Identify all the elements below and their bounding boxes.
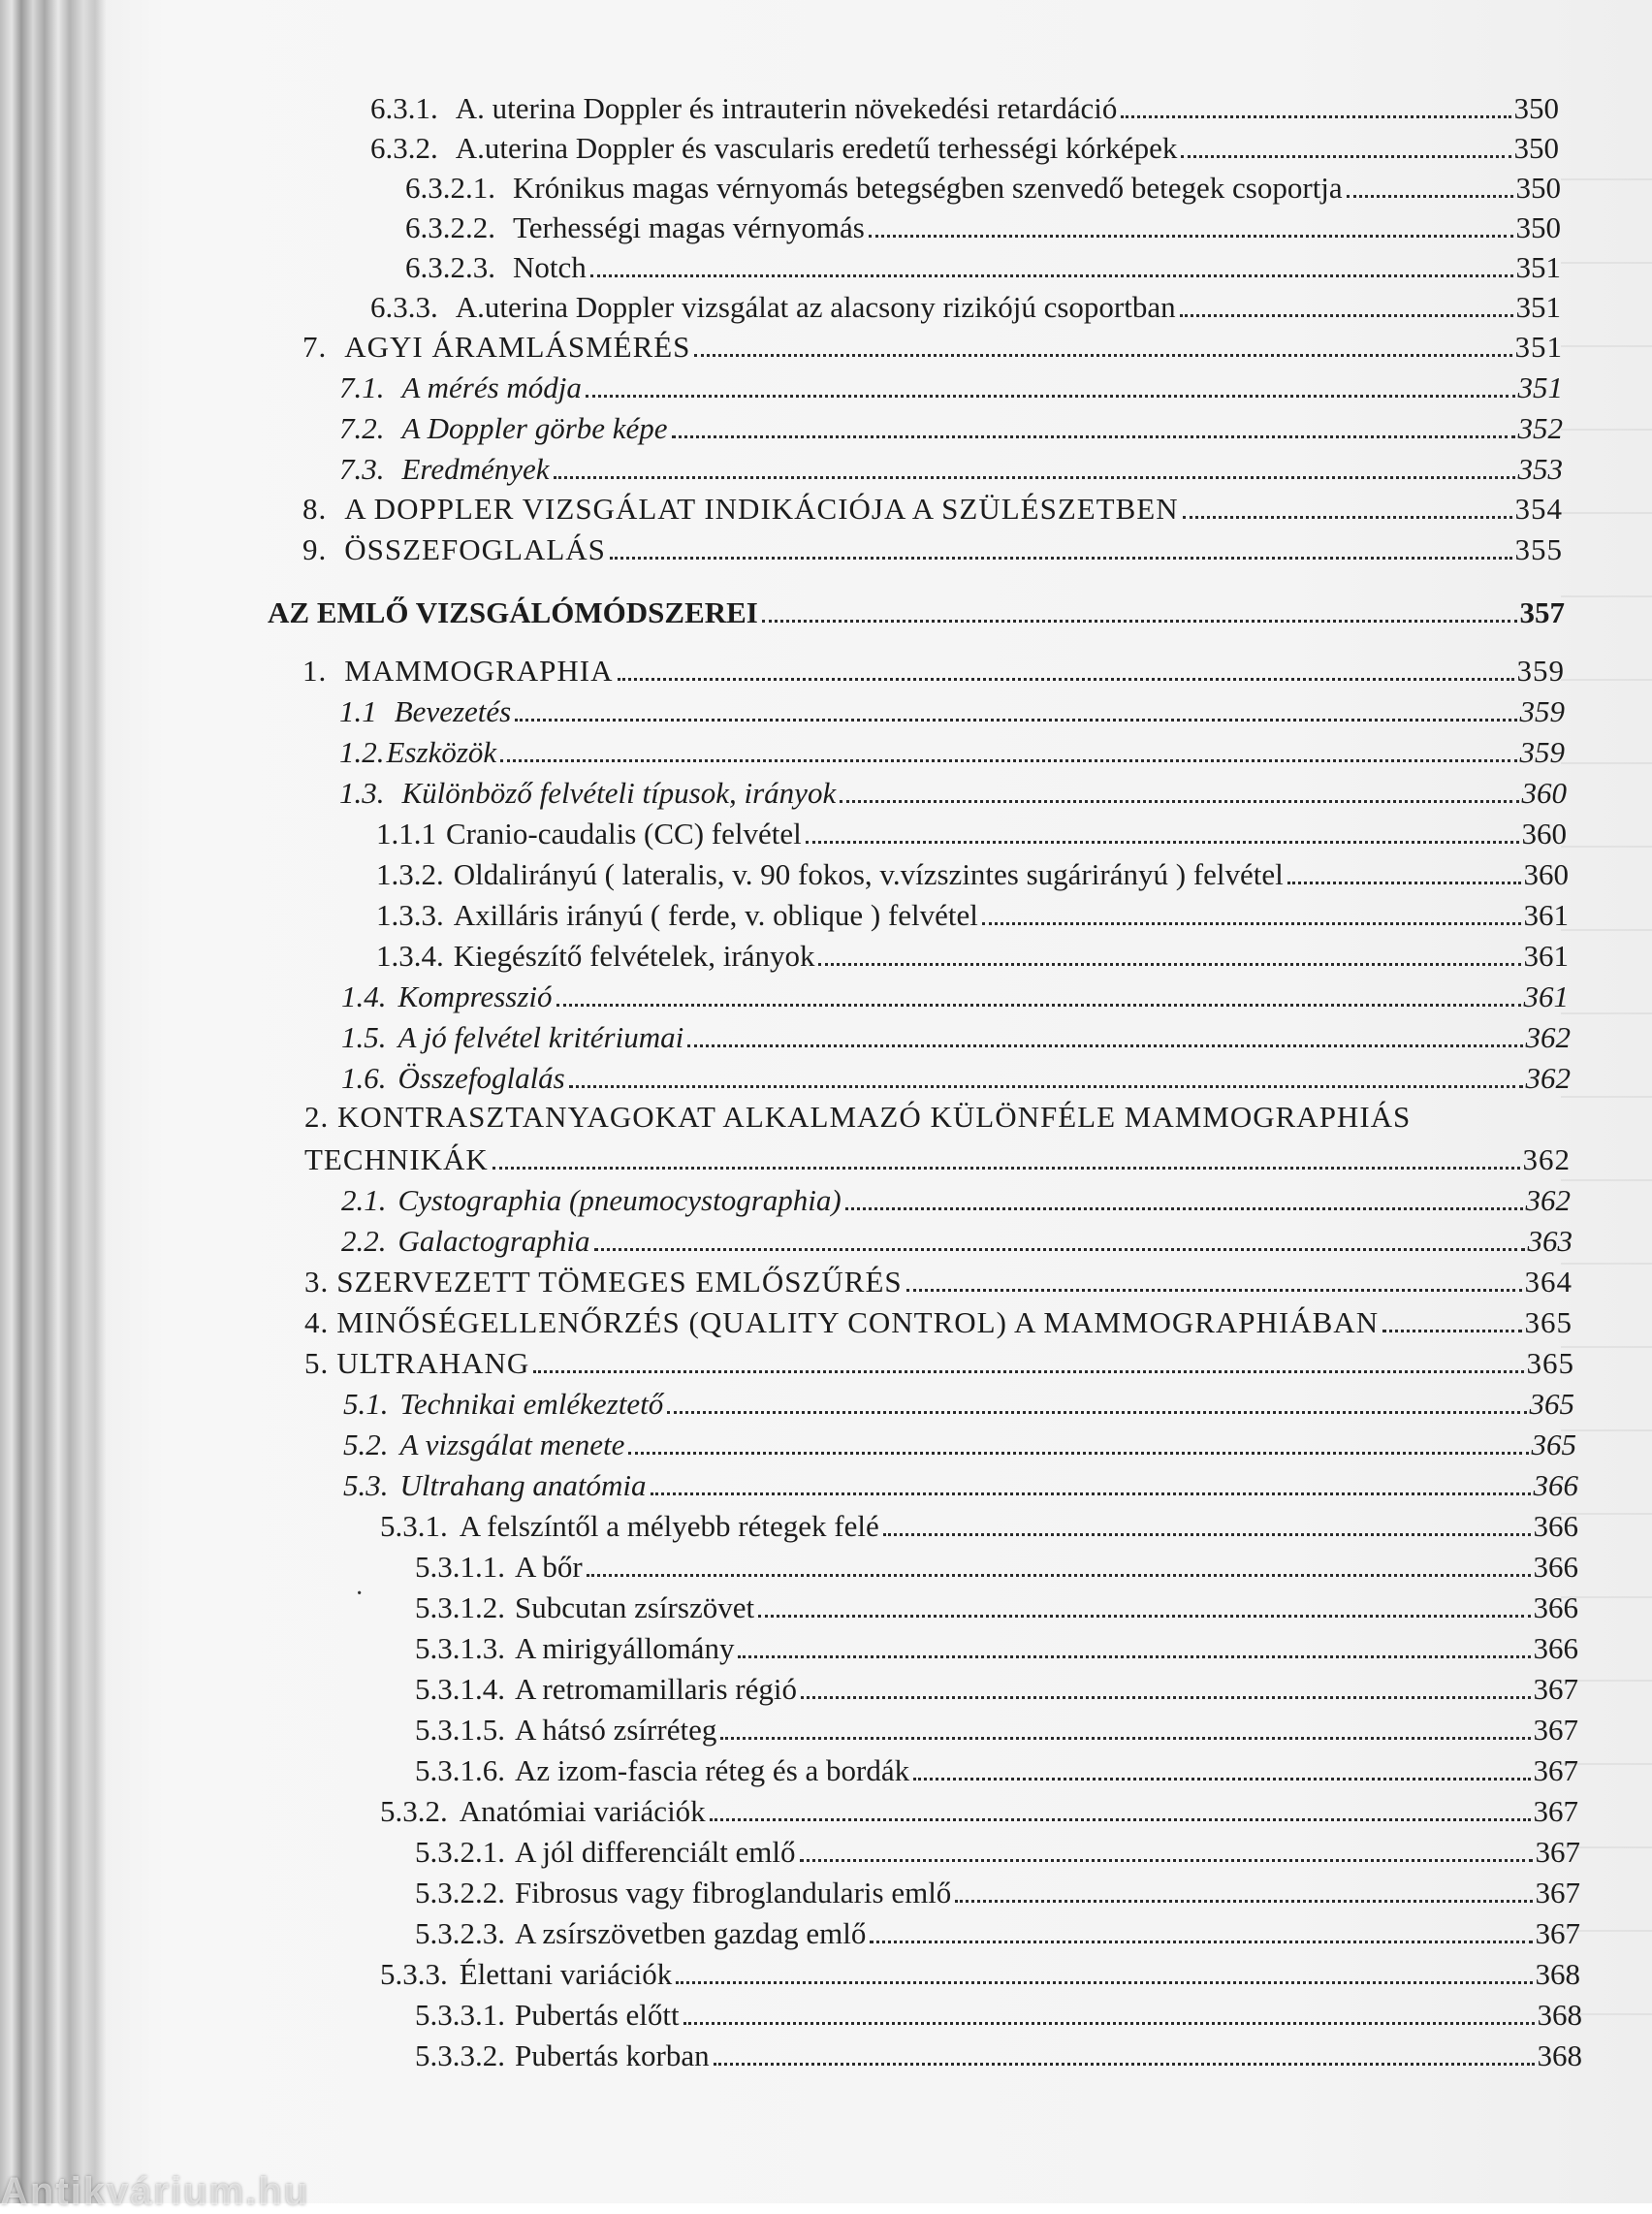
dot-leader — [500, 759, 1516, 762]
toc-entry — [304, 1303, 1573, 1340]
toc-entry-page: 357 — [1519, 595, 1565, 629]
toc-entry-page: 367 — [1533, 1753, 1578, 1787]
toc-entry-number: 7.2. — [339, 411, 385, 445]
toc-entry-number: 5.3.1.1. — [415, 1550, 505, 1584]
toc-entry — [405, 248, 1561, 285]
toc-entry-page: 351 — [1517, 370, 1563, 404]
toc-entry-title: Oldalirányú ( lateralis, v. 90 fokos, v.vízszintes sugárirányú ) felvétel — [453, 857, 1284, 891]
dot-leader — [515, 719, 1516, 722]
toc-entry-page: 366 — [1533, 1468, 1578, 1502]
toc-entry-number: 1.1 — [339, 694, 377, 728]
dot-leader — [1121, 115, 1510, 118]
toc-entry — [415, 2037, 1582, 2073]
dot-leader — [618, 678, 1514, 681]
toc-entry — [415, 1996, 1582, 2033]
toc-entry — [415, 1670, 1578, 1707]
toc-entry — [370, 89, 1559, 126]
dot-leader — [818, 963, 1520, 966]
dot-leader — [714, 2063, 1535, 2066]
toc-entry — [376, 896, 1569, 933]
toc-entry-title: MAMMOGRAPHIA — [344, 654, 614, 688]
toc-entry-page: 351 — [1514, 330, 1563, 364]
dot-leader — [955, 1900, 1532, 1903]
toc-entry-page: 350 — [1513, 131, 1559, 165]
toc-entry-number: 6.3.2.1. — [405, 171, 495, 205]
toc-entry-page: 351 — [1515, 290, 1561, 324]
dot-leader — [1287, 882, 1521, 884]
dot-leader — [720, 1737, 1530, 1740]
toc-entry-title: A. uterina Doppler és intrauterin növekedési retardáció — [455, 91, 1118, 125]
toc-entry — [415, 1629, 1578, 1666]
toc-entry-number: 5.3.1.6. — [415, 1753, 505, 1787]
dot-leader — [590, 274, 1513, 277]
dot-leader — [913, 1778, 1530, 1781]
toc-entry-number: 5.3. — [343, 1468, 389, 1502]
toc-chapter-heading — [268, 594, 1565, 630]
dot-leader — [610, 557, 1512, 560]
toc-entry-page: 365 — [1526, 1346, 1574, 1380]
toc-entry-title: Összefoglalás — [397, 1061, 565, 1095]
dot-leader — [906, 1289, 1522, 1292]
toc-entry-title: Eszközök — [386, 735, 497, 769]
toc-entry — [405, 209, 1561, 245]
toc-entry — [341, 1181, 1571, 1218]
toc-entry-page: 367 — [1535, 1876, 1580, 1909]
toc-entry-page: 366 — [1533, 1550, 1578, 1584]
toc-entry-page: 360 — [1523, 857, 1569, 891]
toc-entry — [415, 1711, 1578, 1748]
toc-entry-number: 1.5. — [341, 1020, 387, 1054]
toc-entry-number: 6.3.2. — [370, 131, 438, 165]
toc-entry-title: TECHNIKÁK — [304, 1142, 489, 1176]
toc-entry-page: 365 — [1529, 1387, 1574, 1421]
toc-entry-page: 350 — [1515, 171, 1561, 205]
toc-entry-title: Az izom-fascia réteg és a bordák — [515, 1753, 910, 1787]
toc-entry — [370, 129, 1559, 166]
toc-entry-number: 8. — [302, 492, 328, 526]
toc-entry — [341, 978, 1569, 1014]
toc-entry-page: 362 — [1522, 1142, 1571, 1176]
toc-entry-page: 367 — [1535, 1916, 1580, 1950]
toc-entry — [380, 1507, 1578, 1544]
toc-entry-page: 367 — [1533, 1794, 1578, 1828]
toc-entry-page: 368 — [1535, 1957, 1580, 1991]
toc-entry-title: Anatómiai variációk — [459, 1794, 706, 1828]
toc-entry-title: Pubertás korban — [515, 2038, 710, 2072]
toc-entry-title: A mirigyállomány — [515, 1631, 735, 1665]
toc-entry-page: 359 — [1516, 654, 1565, 688]
toc-entry-title: AGYI ÁRAMLÁSMÉRÉS — [344, 330, 691, 364]
toc-entry-number: 1.3. — [339, 776, 385, 810]
toc-entry-page: 366 — [1533, 1631, 1578, 1665]
dot-leader — [762, 620, 1517, 623]
toc-entry-title: ULTRAHANG — [336, 1346, 530, 1380]
toc-entry-title: AZ EMLŐ VIZSGÁLÓMÓDSZEREI — [268, 595, 758, 629]
toc-entry-title: MINŐSÉGELLENŐRZÉS (QUALITY CONTROL) A MAMMOGRAPHIÁBAN — [336, 1305, 1380, 1339]
toc-entry-number: 5.3.3.1. — [415, 1998, 505, 2032]
toc-entry-page: 368 — [1537, 1998, 1582, 2032]
toc-entry — [370, 288, 1561, 325]
toc-entry — [304, 1140, 1571, 1177]
toc-entry — [415, 1914, 1580, 1951]
toc-entry-number: 5.3.1.4. — [415, 1672, 505, 1706]
toc-entry-number: 1.3.4. — [376, 939, 444, 973]
toc-entry-number: 1.3.2. — [376, 857, 444, 891]
toc-entry-page: 350 — [1515, 210, 1561, 244]
dot-leader — [683, 2022, 1535, 2025]
toc-entry-page: 355 — [1514, 532, 1563, 566]
toc-entry-page: 352 — [1517, 411, 1563, 445]
toc-entry — [339, 692, 1565, 729]
dot-leader — [1180, 314, 1513, 317]
toc-entry-title: A jó felvétel kritériumai — [397, 1020, 684, 1054]
toc-entry — [415, 1588, 1578, 1625]
dot-leader — [687, 1044, 1522, 1047]
toc-entry-number: 7.3. — [339, 452, 385, 486]
toc-entry-title: A.uterina Doppler vizsgálat az alacsony rizikójú csoportban — [455, 290, 1176, 324]
toc-entry-number: 5.3.3.2. — [415, 2038, 505, 2072]
toc-entry-title: Subcutan zsírszövet — [515, 1590, 755, 1624]
toc-entry-title: Terhességi magas vérnyomás — [513, 210, 865, 244]
toc-entry-title: A mérés módja — [401, 370, 582, 404]
toc-entry-title: A zsírszövetben gazdag emlő — [515, 1916, 867, 1950]
toc-entry-page: 362 — [1525, 1020, 1571, 1054]
dot-leader — [569, 1085, 1523, 1088]
toc-entry — [339, 369, 1563, 405]
toc-entry-page: 354 — [1514, 492, 1563, 526]
toc-entry-title: A felszíntől a mélyebb rétegek felé — [459, 1509, 879, 1543]
dot-leader — [758, 1615, 1530, 1618]
toc-entry — [339, 733, 1565, 770]
toc-entry-title: A Doppler görbe képe — [401, 411, 668, 445]
toc-entry-number: 5.3.2.2. — [415, 1876, 505, 1909]
toc-entry-number: 5.3.1. — [380, 1509, 448, 1543]
dot-leader — [672, 435, 1515, 438]
toc-entry-title: Pubertás előtt — [515, 1998, 680, 2032]
toc-entry-title: Különböző felvételi típusok, irányok — [401, 776, 837, 810]
toc-entry-page: 368 — [1537, 2038, 1582, 2072]
toc-entry — [415, 1548, 1578, 1585]
toc-entry-title: A hátsó zsírréteg — [515, 1713, 717, 1747]
toc-entry-page: 350 — [1513, 91, 1559, 125]
toc-entry — [376, 937, 1569, 974]
toc-entry-title: Notch — [513, 250, 587, 284]
toc-entry-title: Galactographia — [397, 1224, 590, 1258]
toc-entry-number: 4. — [304, 1305, 330, 1339]
toc-entry-number: 5.3.1.3. — [415, 1631, 505, 1665]
toc-entry-number: 5.3.1.5. — [415, 1713, 505, 1747]
dot-leader — [1183, 516, 1512, 519]
toc-entry-title: Eredmények — [401, 452, 550, 486]
dot-leader — [870, 1941, 1532, 1943]
toc-entry-number: 6.3.2.2. — [405, 210, 495, 244]
toc-entry-title: A.uterina Doppler és vascularis eredetű terhességi kórképek — [455, 131, 1178, 165]
dot-leader — [800, 1859, 1533, 1862]
dot-leader — [738, 1655, 1530, 1658]
dot-leader — [651, 1492, 1531, 1495]
toc-entry-title: A jól differenciált emlő — [515, 1835, 796, 1869]
dot-leader — [801, 1696, 1531, 1699]
dot-leader — [554, 476, 1515, 479]
dot-leader — [556, 1004, 1521, 1007]
dot-leader — [676, 1981, 1532, 1984]
dot-leader — [587, 1574, 1531, 1577]
toc-entry — [302, 490, 1563, 527]
toc-entry-number: 5. — [304, 1346, 330, 1380]
toc-entry-number: 5.3.2. — [380, 1794, 448, 1828]
toc-entry-page: 362 — [1525, 1183, 1571, 1217]
toc-entry-page: 351 — [1515, 250, 1561, 284]
toc-entry — [380, 1955, 1580, 1992]
toc-entry — [376, 815, 1567, 851]
toc-entry — [415, 1874, 1580, 1910]
toc-entry-number: 5.3.3. — [380, 1957, 448, 1991]
toc-entry-number: 6.3.2.3. — [405, 250, 495, 284]
toc-entry-number: 9. — [302, 532, 328, 566]
toc-entry-page: 365 — [1524, 1305, 1573, 1339]
dot-leader — [694, 354, 1511, 357]
toc-entry-number: 5.1. — [343, 1387, 389, 1421]
dot-leader — [667, 1411, 1526, 1414]
toc-entry-title: Ultrahang anatómia — [399, 1468, 647, 1502]
toc-entry-number: 1. — [302, 654, 328, 688]
toc-entry-page: 365 — [1531, 1428, 1576, 1461]
stray-mark: · — [355, 1579, 365, 1609]
toc-entry-page: 359 — [1519, 694, 1565, 728]
toc-entry-title: Cranio-caudalis (CC) felvétel — [446, 817, 802, 850]
toc-entry — [343, 1426, 1576, 1462]
toc-entry — [302, 530, 1563, 567]
dot-leader — [806, 841, 1519, 844]
toc-entry-title: A DOPPLER VIZSGÁLAT INDIKÁCIÓJA A SZÜLÉSZETBEN — [344, 492, 1179, 526]
dot-leader — [869, 235, 1513, 238]
toc-entry-number: 1.2. — [339, 735, 385, 769]
toc-entry-title: Cystographia (pneumocystographia) — [397, 1183, 842, 1217]
toc-entry-number: 5.3.2.3. — [415, 1916, 505, 1950]
toc-entry-number: 1.1.1 — [376, 817, 436, 850]
toc-entry — [376, 855, 1569, 892]
toc-entry-page: 367 — [1533, 1672, 1578, 1706]
toc-entry-page: 362 — [1525, 1061, 1571, 1095]
toc-entry-title: ÖSSZEFOGLALÁS — [344, 532, 606, 566]
toc-entry-number: 7. — [302, 330, 328, 364]
toc-entry — [341, 1222, 1573, 1259]
dot-leader — [1382, 1330, 1521, 1332]
toc-entry-title: Bevezetés — [394, 694, 512, 728]
toc-entry-title: A vizsgálat menete — [399, 1428, 625, 1461]
toc-entry-page: 361 — [1523, 898, 1569, 932]
toc-entry-page: 359 — [1519, 735, 1565, 769]
dot-leader — [1347, 195, 1513, 198]
toc-entry-title: Krónikus magas vérnyomás betegségben szenvedő betegek csoportja — [513, 171, 1343, 205]
toc-entry — [339, 409, 1563, 446]
toc-entry — [302, 652, 1565, 689]
dot-leader — [883, 1533, 1531, 1536]
toc-entry-page: 363 — [1527, 1224, 1573, 1258]
toc-section-heading-line1: 2. KONTRASZTANYAGOKAT ALKALMAZÓ KÜLÖNFÉLE MAMMOGRAPHIÁS — [304, 1100, 1412, 1134]
toc-entry-page: 360 — [1521, 817, 1567, 850]
dot-leader — [533, 1370, 1523, 1373]
watermark: Antikvárium.hu — [0, 2170, 310, 2213]
toc-entry — [380, 1792, 1578, 1829]
toc-entry-page: 353 — [1517, 452, 1563, 486]
toc-entry — [343, 1385, 1574, 1422]
toc-entry-number: 1.6. — [341, 1061, 387, 1095]
toc-entry-title: A retromamillaris régió — [515, 1672, 797, 1706]
toc-entry-title: Technikai emlékeztető — [399, 1387, 664, 1421]
toc-entry-number: 5.2. — [343, 1428, 389, 1461]
toc-entry-page: 361 — [1523, 979, 1569, 1013]
toc-entry — [415, 1833, 1580, 1870]
toc-entry-number: 1.3.3. — [376, 898, 444, 932]
toc-entry-title: Axilláris irányú ( ferde, v. oblique ) felvétel — [453, 898, 978, 932]
toc-entry — [343, 1466, 1578, 1503]
dot-leader — [982, 922, 1521, 925]
toc-entry — [341, 1018, 1571, 1055]
toc-entry-number: 5.3.2.1. — [415, 1835, 505, 1869]
toc-entry — [415, 1751, 1578, 1788]
toc-entry-page: 361 — [1523, 939, 1569, 973]
dot-leader — [710, 1818, 1531, 1821]
dot-leader — [586, 395, 1515, 398]
dot-leader — [594, 1248, 1525, 1251]
toc-entry-number: 1.4. — [341, 979, 387, 1013]
toc-entry — [304, 1344, 1574, 1381]
dot-leader — [840, 800, 1518, 803]
toc-entry-number: 3. — [304, 1265, 330, 1299]
dot-leader — [628, 1452, 1528, 1455]
toc-entry-page: 364 — [1524, 1265, 1573, 1299]
toc-entry — [339, 774, 1567, 811]
toc-entry-number: 6.3.1. — [370, 91, 438, 125]
dot-leader — [845, 1207, 1523, 1210]
dot-leader — [492, 1167, 1520, 1170]
toc-entry — [304, 1263, 1573, 1300]
toc-entry-page: 366 — [1533, 1509, 1578, 1543]
toc-entry-title: SZERVEZETT TÖMEGES EMLŐSZŰRÉS — [336, 1265, 903, 1299]
toc-entry-title: Kompresszió — [397, 979, 553, 1013]
toc-entry — [405, 169, 1561, 206]
toc-entry-page: 360 — [1521, 776, 1567, 810]
toc-entry-number: 2.2. — [341, 1224, 387, 1258]
toc-entry — [302, 328, 1563, 365]
toc-entry-page: 367 — [1533, 1713, 1578, 1747]
toc-entry — [339, 450, 1563, 487]
toc-entry-number: 7.1. — [339, 370, 385, 404]
toc-entry-title: Élettani variációk — [459, 1957, 673, 1991]
toc-entry-number: 6.3.3. — [370, 290, 438, 324]
toc-entry-title: A bőr — [515, 1550, 583, 1584]
toc-entry-number: 2.1. — [341, 1183, 387, 1217]
dot-leader — [1181, 155, 1510, 158]
toc-entry-page: 367 — [1535, 1835, 1580, 1869]
toc-entry-title: Fibrosus vagy fibroglandularis emlő — [515, 1876, 952, 1909]
toc-entry — [341, 1059, 1571, 1096]
toc-entry-page: 366 — [1533, 1590, 1578, 1624]
toc-entry-title: Kiegészítő felvételek, irányok — [453, 939, 815, 973]
toc-entry-number: 5.3.1.2. — [415, 1590, 505, 1624]
